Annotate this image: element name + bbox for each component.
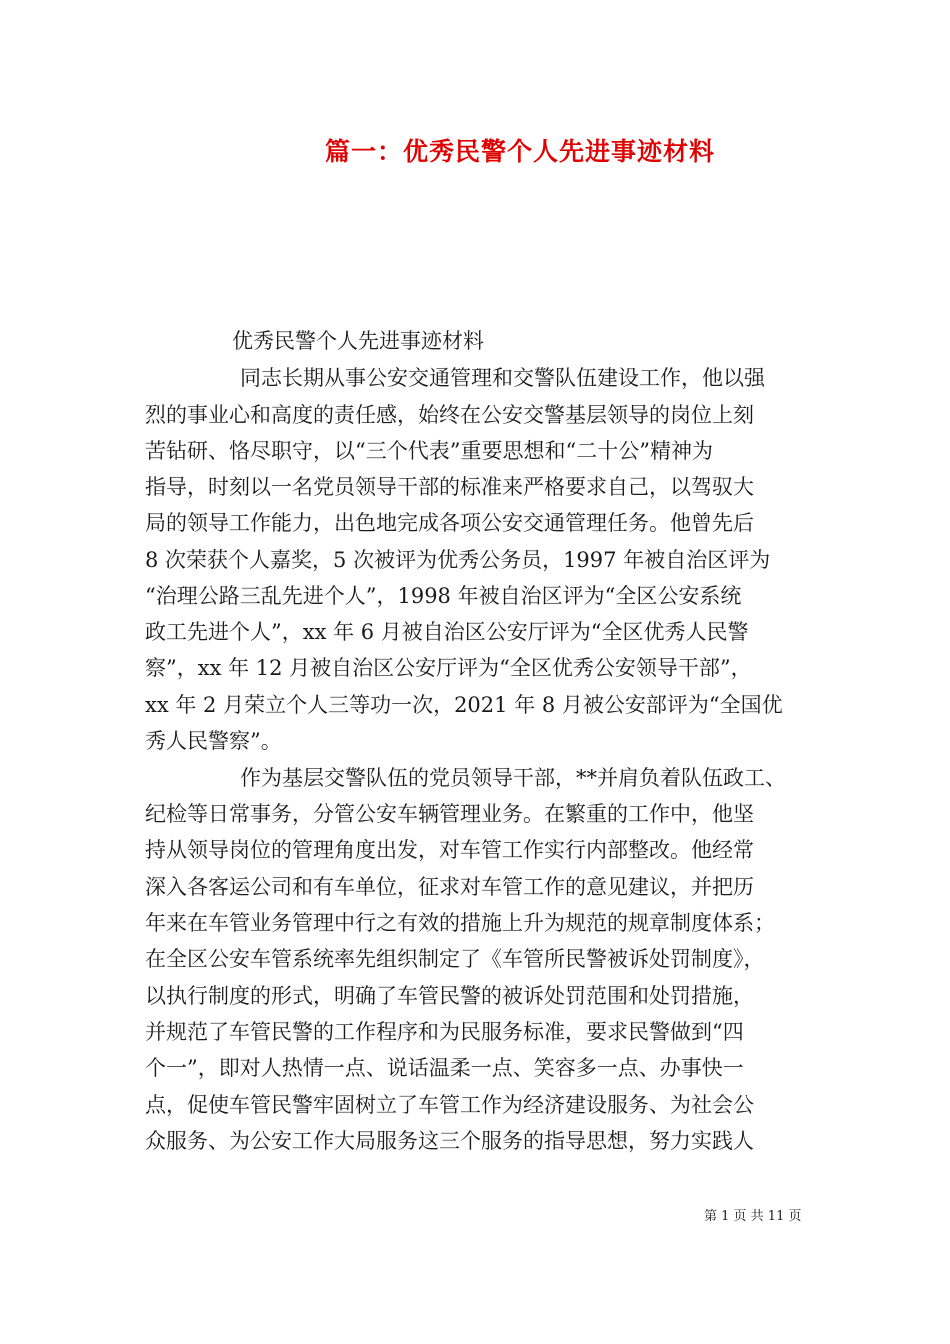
paragraph-line: 8 次荣获个人嘉奖，5 次被评为优秀公务员，1997 年被自治区评为	[145, 548, 771, 572]
paragraph-line: 点，促使车管民警牢固树立了车管工作为经济建设服务、为社会公	[145, 1093, 754, 1117]
document-title: 篇一：优秀民警个人先进事迹材料	[324, 137, 715, 166]
paragraph-line: 察”，xx 年 12 月被自治区公安厅评为“全区优秀公安领导干部”，	[145, 656, 752, 680]
paragraph-line: 局的领导工作能力，出色地完成各项公安交通管理任务。他曾先后	[145, 511, 754, 535]
paragraph-line: 个一”，即对人热情一点、说话温柔一点、笑容多一点、办事快一	[145, 1056, 744, 1080]
paragraph-line: 深入各客运公司和有车单位，征求对车管工作的意见建议，并把历	[145, 875, 754, 899]
paragraph-line: 并规范了车管民警的工作程序和为民服务标准，要求民警做到“四	[145, 1020, 744, 1044]
paragraph-line: 众服务、为公安工作大局服务这三个服务的指导思想，努力实践人	[145, 1129, 754, 1153]
paragraph-line: 秀人民警察”。	[145, 729, 282, 753]
paragraph-line: 同志长期从事公安交通管理和交警队伍建设工作，他以强	[240, 366, 765, 390]
paragraph-line: “治理公路三乱先进个人”，1998 年被自治区评为“全区公安系统	[145, 584, 742, 608]
page-number-footer: 第 1 页 共 11 页	[704, 1209, 802, 1224]
paragraph-line: 纪检等日常事务，分管公安车辆管理业务。在繁重的工作中，他坚	[145, 802, 754, 826]
paragraph-line: 烈的事业心和高度的责任感，始终在公安交警基层领导的岗位上刻	[145, 403, 754, 427]
paragraph-line: xx 年 2 月荣立个人三等功一次，2021 年 8 月被公安部评为“全国优	[145, 693, 783, 717]
document-subtitle: 优秀民警个人先进事迹材料	[232, 329, 484, 353]
paragraph-line: 指导，时刻以一名党员领导干部的标准来严格要求自己，以驾驭大	[145, 475, 754, 499]
paragraph-line: 政工先进个人”，xx 年 6 月被自治区公安厅评为“全区优秀人民警	[145, 620, 749, 644]
paragraph-line: 以执行制度的形式，明确了车管民警的被诉处罚范围和处罚措施，	[145, 984, 754, 1008]
paragraph-line: 苦钻研、恪尽职守，以“三个代表”重要思想和“二十公”精神为	[145, 439, 713, 463]
paragraph-line: 持从领导岗位的管理角度出发，对车管工作实行内部整改。他经常	[145, 838, 754, 862]
paragraph-line: 在全区公安车管系统率先组织制定了《车管所民警被诉处罚制度》，	[145, 947, 765, 971]
paragraph-line: 作为基层交警队伍的党员领导干部，**并肩负着队伍政工、	[240, 766, 786, 790]
paragraph-line: 年来在车管业务管理中行之有效的措施上升为规范的规章制度体系；	[145, 911, 775, 935]
